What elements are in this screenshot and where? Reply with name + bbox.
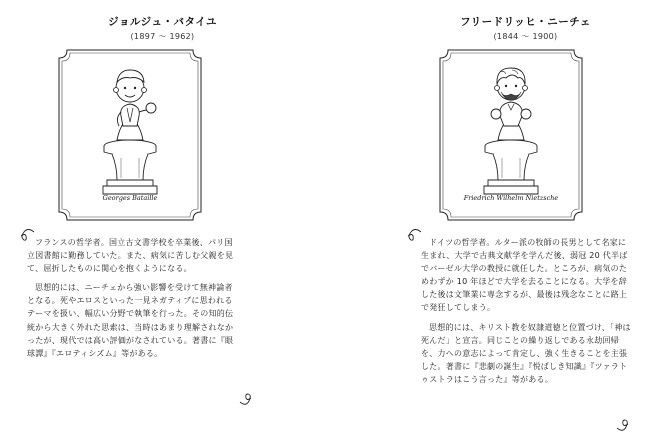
- philosopher-name-bataille: ジョルジュ・バタイユ: [108, 16, 217, 28]
- philosopher-name-nietzsche: フリードリッヒ・ニーチェ: [460, 16, 591, 28]
- bio-paragraph-2: 思想的には、ニーチェから強い影響を受けて無神論者となる。死やエロスといった一見ネガティブに思われるテーマを扱い、幅広い分野で執筆を行った。その知的伝統から大きく外れた思索は、当時はあまり理解されなかったが、現代では高い評価がなされている。著書に『眼球譚』『エロティシズム』等がある。: [27, 283, 234, 358]
- biography-bataille: [27, 236, 237, 366]
- signature-nietzsche: Friedrich Wilhelm Nietzsche: [463, 194, 559, 202]
- bio-paragraph-2: 思想的には、キリスト教を奴隷道徳と位置づけ、「神は死んだ」と宣言。同じことの繰り返しである永劫回帰を、力への意志によって肯定し、強く生きることを主張した。著書に『悲劇の誕生』『悦ばしき知識』『ツァラトゥストラはこう言った』等がある。: [421, 322, 631, 384]
- right-page: [325, 0, 650, 440]
- flourish-bottom-right: [615, 418, 631, 432]
- flourish-bottom-left: [238, 392, 254, 406]
- bio-paragraph-1: ドイツの哲学者。ルター派の牧師の長男として名家に生まれ、大学で古典文献学を学んだ後、弱冠 20 代半ばでバーゼル大学の教授に就任した。ところが、病気のためわずか 10 年ほどで大学を去ることになる。大学を辞した後は文筆業に専念するが、最後は残念なことに路上で発狂してしまう。: [421, 238, 628, 313]
- signature-bataille: Georges Bataille: [102, 194, 158, 202]
- life-dates-nietzsche: (1844 ～ 1900): [493, 32, 558, 41]
- bio-paragraph-1: フランスの哲学者。国立古文書学校を卒業後、パリ国立図書館に勤務していた。また、病気に苦しむ父親を見て、屈折したものに関心を抱くようになる。: [27, 238, 234, 274]
- life-dates-bataille: (1897 ～ 1962): [130, 32, 195, 41]
- biography-nietzsche: [421, 236, 631, 392]
